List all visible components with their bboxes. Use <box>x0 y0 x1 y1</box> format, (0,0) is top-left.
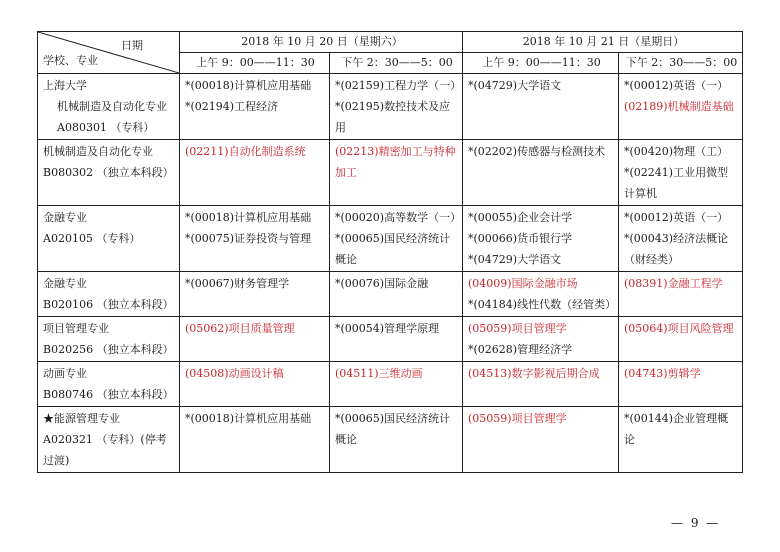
course-item: (02213)精密加工与特种加工 <box>335 145 456 179</box>
major-cell <box>38 272 180 317</box>
table-row <box>38 407 743 473</box>
slot-am1: 上午 9：00——11：30 <box>180 53 330 74</box>
course-item: *(02195)数控技术及应用 <box>335 100 451 134</box>
course-cell <box>463 140 619 206</box>
course-item: *(00018)计算机应用基础 <box>185 412 312 425</box>
course-item: *(00054)管理学原理 <box>335 322 440 335</box>
diagonal-header-cell <box>38 32 180 74</box>
date-label: 日期 <box>121 39 143 52</box>
course-item: *(00012)英语（一） <box>624 211 729 224</box>
course-cell <box>463 362 619 407</box>
major-line: B020256 （独立本科段） <box>43 343 174 356</box>
major-line: A080301 （专科） <box>57 121 155 134</box>
course-item: (05064)项目风险管理 <box>624 322 734 335</box>
course-item: *(00018)计算机应用基础 <box>185 79 312 92</box>
course-item: *(00420)物理（工） <box>624 145 729 158</box>
course-item: (04743)剪辑学 <box>624 367 701 380</box>
course-cell <box>619 407 743 473</box>
course-item: *(04729)大学语文 <box>468 79 562 92</box>
major-line: 动画专业 <box>43 367 87 380</box>
header-row-dates <box>38 32 743 53</box>
table-row <box>38 74 743 140</box>
course-cell <box>330 362 463 407</box>
course-item: (04511)三维动画 <box>335 367 423 380</box>
day1-header: 2018 年 10 月 20 日（星期六） <box>180 32 463 53</box>
major-line: B080302 （独立本科段） <box>43 166 174 179</box>
course-cell <box>180 206 330 272</box>
major-cell <box>38 317 180 362</box>
school-major-label: 学校、专业 <box>43 54 98 67</box>
course-item: *(00043)经济法概论（财经类） <box>624 232 729 266</box>
course-cell <box>619 272 743 317</box>
course-cell <box>330 272 463 317</box>
course-cell <box>330 206 463 272</box>
course-cell <box>463 407 619 473</box>
course-item: (05059)项目管理学 <box>468 412 567 425</box>
course-cell <box>180 74 330 140</box>
course-cell <box>180 272 330 317</box>
course-cell <box>330 74 463 140</box>
major-line: B080746 （独立本科段） <box>43 388 174 401</box>
course-item: *(00065)国民经济统计概论 <box>335 232 451 266</box>
exam-schedule-table <box>37 31 743 473</box>
course-cell <box>180 317 330 362</box>
course-item: *(02628)管理经济学 <box>468 343 573 356</box>
course-item: *(00012)英语（一） <box>624 79 729 92</box>
slot-pm2: 下午 2：30——5：00 <box>619 53 743 74</box>
table-row <box>38 272 743 317</box>
course-item: *(02159)工程力学（一） <box>335 79 462 92</box>
slot-pm1: 下午 2：30——5：00 <box>330 53 463 74</box>
page-number: — 9 — <box>671 516 721 530</box>
course-item: *(04184)线性代数（经管类） <box>468 298 617 311</box>
major-line: A020105 （专科） <box>43 232 141 245</box>
course-item: *(02194)工程经济 <box>185 100 279 113</box>
course-cell <box>180 362 330 407</box>
course-item: *(00067)财务管理学 <box>185 277 290 290</box>
course-cell <box>463 272 619 317</box>
major-line: 上海大学 <box>43 79 87 92</box>
course-item: *(04729)大学语文 <box>468 253 562 266</box>
major-line: 机械制造及自动化专业 <box>57 100 167 113</box>
major-cell <box>38 206 180 272</box>
major-cell <box>38 140 180 206</box>
course-cell <box>619 140 743 206</box>
major-line: B020106 （独立本科段） <box>43 298 174 311</box>
course-item: (02211)自动化制造系统 <box>185 145 306 158</box>
course-item: *(00076)国际金融 <box>335 277 429 290</box>
course-item: (05059)项目管理学 <box>468 322 567 335</box>
day2-header: 2018 年 10 月 21 日（星期日） <box>463 32 743 53</box>
course-cell <box>463 74 619 140</box>
course-item: *(00075)证券投资与管理 <box>185 232 312 245</box>
course-cell <box>463 317 619 362</box>
course-item: (04508)动画设计稿 <box>185 367 284 380</box>
course-cell <box>463 206 619 272</box>
major-line: 金融专业 <box>43 277 87 290</box>
slot-am2: 上午 9：00——11：30 <box>463 53 619 74</box>
major-cell <box>38 362 180 407</box>
major-line: 项目管理专业 <box>43 322 109 335</box>
course-item: *(00144)企业管理概论 <box>624 412 729 446</box>
course-item: (02189)机械制造基础 <box>624 100 734 113</box>
major-line: ★能源管理专业 <box>43 412 120 425</box>
course-item: *(00066)货币银行学 <box>468 232 573 245</box>
schedule-body <box>38 74 743 473</box>
table-row <box>38 140 743 206</box>
course-item: (05062)项目质量管理 <box>185 322 295 335</box>
course-item: *(02241)工业用微型计算机 <box>624 166 729 200</box>
course-item: (04513)数字影视后期合成 <box>468 367 600 380</box>
course-item: (04009)国际金融市场 <box>468 277 578 290</box>
course-item: *(00020)高等数学（一） <box>335 211 462 224</box>
course-cell <box>619 74 743 140</box>
course-item: *(00065)国民经济统计概论 <box>335 412 451 446</box>
course-cell <box>619 362 743 407</box>
table-row <box>38 206 743 272</box>
table-row <box>38 317 743 362</box>
major-cell <box>38 74 180 140</box>
course-item: *(00018)计算机应用基础 <box>185 211 312 224</box>
course-cell <box>180 407 330 473</box>
major-line: 金融专业 <box>43 211 87 224</box>
major-cell <box>38 407 180 473</box>
course-cell <box>330 407 463 473</box>
course-item: (08391)金融工程学 <box>624 277 723 290</box>
course-cell <box>330 140 463 206</box>
course-cell <box>619 317 743 362</box>
major-line: A020321 （专科）(停考过渡) <box>43 433 167 467</box>
course-item: *(00055)企业会计学 <box>468 211 573 224</box>
course-cell <box>619 206 743 272</box>
course-cell <box>330 317 463 362</box>
course-cell <box>180 140 330 206</box>
major-line: 机械制造及自动化专业 <box>43 145 153 158</box>
course-item: *(02202)传感器与检测技术 <box>468 145 606 158</box>
table-row <box>38 362 743 407</box>
